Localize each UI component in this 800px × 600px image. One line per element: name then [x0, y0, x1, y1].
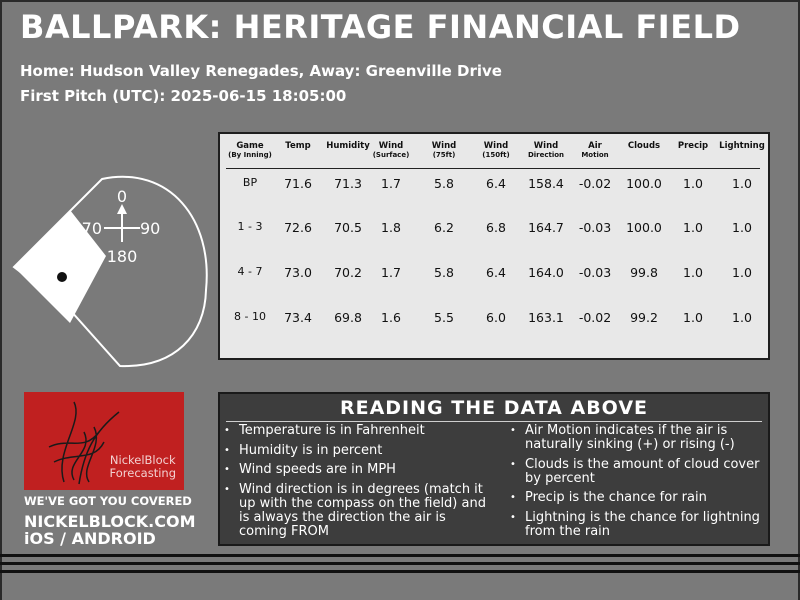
bullet-icon: • — [224, 483, 230, 495]
table-header-row — [220, 142, 768, 166]
stripe — [0, 570, 800, 573]
reading-guide-text: Temperature is in Fahrenheit — [239, 423, 425, 438]
header-divider — [226, 168, 760, 169]
cell-wind-150ft: 6.0 — [486, 310, 506, 325]
reading-guide-left-column — [224, 424, 492, 544]
cell-wind-direction: 164.0 — [528, 265, 564, 280]
frame-top — [0, 0, 800, 2]
cell-clouds: 100.0 — [626, 176, 662, 191]
cell-temp: 71.6 — [284, 176, 312, 191]
cell-lightning: 1.0 — [732, 265, 752, 280]
reading-guide-item — [224, 444, 492, 458]
home-plate-dot — [57, 272, 67, 282]
bullet-icon: • — [510, 425, 516, 436]
cell-wind-150ft: 6.4 — [486, 265, 506, 280]
column-header-main: Wind — [483, 141, 509, 151]
platforms-text: iOS / ANDROID — [24, 529, 156, 548]
reading-guide-text: Precip is the chance for rain — [525, 490, 707, 505]
cell-game: 8 - 10 — [234, 310, 266, 323]
reading-guide-right-column — [510, 424, 762, 544]
cell-wind-75ft: 5.8 — [434, 265, 454, 280]
column-header-main: Wind — [533, 141, 559, 151]
cell-wind-150ft: 6.8 — [486, 220, 506, 235]
website-link: NICKELBLOCK.COM — [24, 512, 196, 531]
cell-precip: 1.0 — [683, 310, 703, 325]
cell-clouds: 99.8 — [630, 265, 658, 280]
cell-game: 4 - 7 — [237, 265, 263, 278]
column-header-main: Air — [588, 141, 602, 151]
bullet-icon: • — [510, 458, 516, 470]
cell-humidity: 70.5 — [334, 220, 362, 235]
column-header-main: Clouds — [627, 141, 661, 151]
column-header-sub: Direction — [527, 151, 565, 159]
cell-lightning: 1.0 — [732, 310, 752, 325]
column-header-main: Precip — [677, 141, 709, 151]
stripe — [0, 562, 800, 565]
bullet-icon: • — [224, 425, 230, 436]
reading-guide-text: Clouds is the amount of cloud cover by percent — [525, 456, 760, 486]
reading-guide-text: Lightning is the chance for lightning from the rain — [525, 509, 760, 539]
cell-air-motion: -0.03 — [578, 265, 612, 280]
column-header-sub: (150ft) — [482, 151, 510, 159]
cell-air-motion: -0.03 — [578, 220, 612, 235]
reading-guide-text: Wind direction is in degrees (match it up with the compass on the field) and is always the direction the air is coming FROM — [239, 481, 486, 539]
weather-data-table — [218, 132, 770, 360]
logo-line1: NickelBlock — [109, 453, 176, 467]
cell-wind-direction: 158.4 — [528, 176, 564, 191]
cell-clouds: 100.0 — [626, 220, 662, 235]
cell-temp: 73.0 — [284, 265, 312, 280]
cell-temp: 73.4 — [284, 310, 312, 325]
tagline: WE'VE GOT YOU COVERED — [24, 494, 192, 508]
cell-lightning: 1.0 — [732, 176, 752, 191]
cell-wind-surface: 1.8 — [381, 220, 401, 235]
column-header-precip — [678, 142, 708, 151]
first-pitch-line: First Pitch (UTC): 2025-06-15 18:05:00 — [20, 87, 347, 105]
cell-wind-75ft: 5.5 — [434, 310, 454, 325]
column-header-main: Humidity — [326, 141, 370, 151]
cell-temp: 72.6 — [284, 220, 312, 235]
column-header-wind-150ft — [482, 142, 509, 160]
column-header-humidity — [326, 142, 370, 151]
cell-wind-75ft: 5.8 — [434, 176, 454, 191]
column-header-clouds — [628, 142, 660, 151]
column-header-wind-direction — [528, 142, 564, 160]
reading-guide-text: Wind speeds are in MPH — [239, 462, 396, 477]
cell-game: 1 - 3 — [237, 220, 263, 233]
bullet-icon: • — [510, 492, 516, 503]
column-header-sub: Motion — [581, 151, 609, 159]
compass-north-label: 0 — [116, 187, 128, 206]
reading-guide-text: Air Motion indicates if the air is naturally sinking (+) or rising (-) — [525, 423, 735, 452]
cell-clouds: 99.2 — [630, 310, 658, 325]
cell-wind-surface: 1.6 — [381, 310, 401, 325]
column-header-air-motion — [581, 142, 608, 160]
bullet-icon: • — [224, 444, 230, 456]
cell-humidity: 69.8 — [334, 310, 362, 325]
column-header-sub: (By Inning) — [228, 151, 272, 159]
bullet-icon: • — [510, 511, 516, 523]
column-header-lightning — [719, 142, 765, 151]
cell-wind-150ft: 6.4 — [486, 176, 506, 191]
stripe — [0, 554, 800, 557]
cell-humidity: 70.2 — [334, 265, 362, 280]
cell-wind-75ft: 6.2 — [434, 220, 454, 235]
reading-guide-divider — [226, 421, 762, 422]
cell-wind-direction: 163.1 — [528, 310, 564, 325]
cell-wind-direction: 164.7 — [528, 220, 564, 235]
column-header-main: Wind — [431, 141, 457, 151]
reading-guide-item — [224, 483, 492, 539]
reading-guide-title: READING THE DATA ABOVE — [339, 397, 649, 419]
column-header-game — [228, 142, 272, 160]
reading-guide-panel — [218, 392, 770, 546]
reading-guide-item — [510, 511, 762, 539]
table-row — [220, 265, 768, 285]
reading-guide-item — [510, 491, 762, 505]
reading-guide-item — [510, 458, 762, 486]
bottom-stripes — [0, 554, 800, 576]
compass-west-label: 270 — [71, 219, 102, 238]
reading-guide-text: Humidity is in percent — [239, 442, 383, 458]
table-row — [220, 176, 768, 196]
cell-air-motion: -0.02 — [578, 176, 612, 191]
column-header-wind-75ft — [432, 142, 456, 160]
compass-east-label: 90 — [140, 219, 161, 238]
logo-line2: Forecasting — [109, 466, 176, 480]
column-header-main: Temp — [285, 141, 311, 151]
nickelblock-logo — [24, 392, 184, 490]
reading-guide-item — [224, 424, 492, 438]
logo-wordmark — [110, 454, 176, 480]
column-header-main: Lightning — [719, 141, 765, 151]
column-header-wind-surface — [373, 142, 410, 160]
ballpark-field-diagram — [0, 170, 210, 375]
cell-air-motion: -0.02 — [578, 310, 612, 325]
cell-game: BP — [242, 176, 258, 189]
page-title: BALLPARK: HERITAGE FINANCIAL FIELD — [20, 8, 741, 46]
column-header-temp — [285, 142, 310, 151]
table-row — [220, 220, 768, 240]
cell-precip: 1.0 — [683, 220, 703, 235]
compass-south-label: 180 — [106, 247, 138, 266]
reading-guide-item — [224, 463, 492, 477]
cell-humidity: 71.3 — [334, 176, 362, 191]
cell-wind-surface: 1.7 — [381, 265, 401, 280]
teams-line: Home: Hudson Valley Renegades, Away: Greenville Drive — [20, 62, 502, 80]
reading-guide-item — [510, 424, 762, 452]
cell-wind-surface: 1.7 — [381, 176, 401, 191]
cell-lightning: 1.0 — [732, 220, 752, 235]
column-header-sub: (Surface) — [372, 151, 410, 159]
cell-precip: 1.0 — [683, 176, 703, 191]
cell-precip: 1.0 — [683, 265, 703, 280]
column-header-sub: (75ft) — [432, 151, 456, 159]
column-header-main: Wind — [378, 141, 404, 151]
column-header-main: Game — [236, 141, 264, 151]
table-row — [220, 310, 768, 330]
bullet-icon: • — [224, 464, 230, 475]
